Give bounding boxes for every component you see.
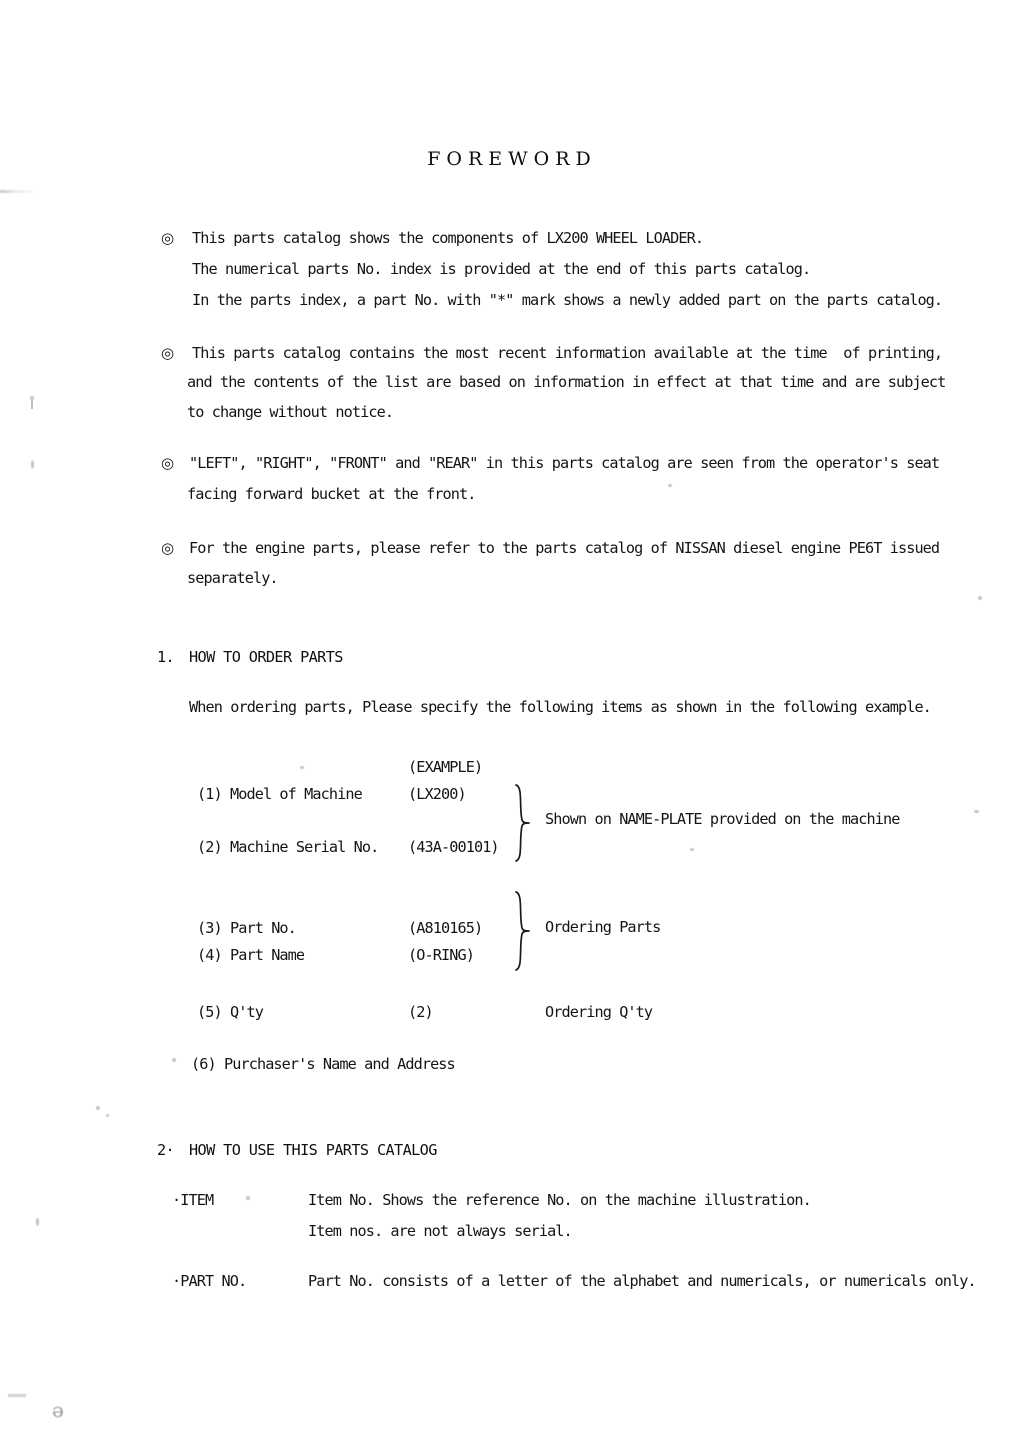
section-1-intro: When ordering parts, Please specify the following items as shown in the following example.: [189, 698, 931, 716]
bullet-marker-2: ◎: [161, 344, 175, 362]
order-item-label: (3) Part No.: [197, 919, 296, 937]
order-annotation: Shown on NAME-PLATE provided on the machine: [545, 810, 900, 828]
bullet-marker-4: ◎: [161, 539, 175, 557]
order-item-value: (43A-00101): [408, 838, 499, 856]
scan-artifact-speck: [978, 596, 982, 600]
order-item-value: (LX200): [408, 785, 466, 803]
order-annotation: Ordering Parts: [545, 918, 661, 936]
order-item-label: (6) Purchaser's Name and Address: [191, 1055, 455, 1073]
scan-artifact-speck: [106, 1114, 109, 1117]
foreword-line: The numerical parts No. index is provided at the end of this parts catalog.: [192, 260, 811, 278]
page-title: FOREWORD: [427, 148, 597, 170]
section-2-heading: HOW TO USE THIS PARTS CATALOG: [189, 1141, 437, 1159]
scan-artifact-speck: [690, 848, 694, 851]
order-item-label: (4) Part Name: [197, 946, 305, 964]
scan-artifact-speck: [36, 1218, 39, 1226]
order-item-label: (5) Q'ty: [197, 1003, 263, 1021]
order-item-value: (2): [408, 1003, 433, 1021]
section-1-heading: HOW TO ORDER PARTS: [189, 648, 343, 666]
scan-artifact-blob: ǝ: [48, 1398, 64, 1422]
scan-artifact-speck: [96, 1106, 100, 1110]
scan-artifact-speck: [172, 1058, 176, 1062]
scan-artifact-smudge: [0, 190, 34, 193]
brace-group-ordering-parts: [510, 890, 536, 972]
foreword-line: In the parts index, a part No. with "*" mark shows a newly added part on the parts catalog.: [192, 291, 943, 309]
scan-artifact-speck: [974, 810, 979, 813]
scan-artifact-speck: [246, 1196, 250, 1200]
scan-artifact-tick: [31, 400, 33, 409]
foreword-line: This parts catalog shows the components of LX200 WHEEL LOADER.: [192, 229, 704, 247]
order-item-value: (O-RING): [408, 946, 474, 964]
section-1-number: 1.: [157, 648, 175, 666]
use-description-line: Item nos. are not always serial.: [308, 1222, 572, 1240]
foreword-line: For the engine parts, please refer to the parts catalog of NISSAN diesel engine PE6T issued: [189, 539, 940, 557]
foreword-line: facing forward bucket at the front.: [187, 485, 476, 503]
example-column-header: (EXAMPLE): [408, 758, 483, 776]
section-2-number: 2·: [157, 1141, 175, 1159]
use-term-item: ·ITEM: [172, 1191, 214, 1209]
use-description-line: Item No. Shows the reference No. on the machine illustration.: [308, 1191, 811, 1209]
scan-artifact-dash: [8, 1394, 26, 1397]
order-item-label: (1) Model of Machine: [197, 785, 362, 803]
scan-artifact-speck: [30, 396, 34, 400]
bullet-marker-1: ◎: [161, 229, 175, 247]
foreword-line: separately.: [187, 569, 278, 587]
order-item-label: (2) Machine Serial No.: [197, 838, 379, 856]
foreword-line: to change without notice.: [187, 403, 394, 421]
use-term-part-no: ·PART NO.: [172, 1272, 247, 1290]
foreword-line: This parts catalog contains the most recent information available at the time of printing,: [192, 344, 943, 362]
use-description-line: Part No. consists of a letter of the alphabet and numericals, or numericals only.: [308, 1272, 976, 1290]
order-item-value: (A810165): [408, 919, 483, 937]
order-annotation: Ordering Q'ty: [545, 1003, 653, 1021]
scan-artifact-speck: [668, 484, 672, 487]
scan-artifact-speck: [300, 766, 304, 769]
bullet-marker-3: ◎: [161, 454, 175, 472]
foreword-line: and the contents of the list are based on information in effect at that time and are subject: [187, 373, 946, 391]
scan-artifact-speck: [31, 460, 34, 469]
foreword-line: "LEFT", "RIGHT", "FRONT" and "REAR" in this parts catalog are seen from the operator's seat: [189, 454, 940, 472]
brace-group-name-plate: [510, 783, 536, 863]
